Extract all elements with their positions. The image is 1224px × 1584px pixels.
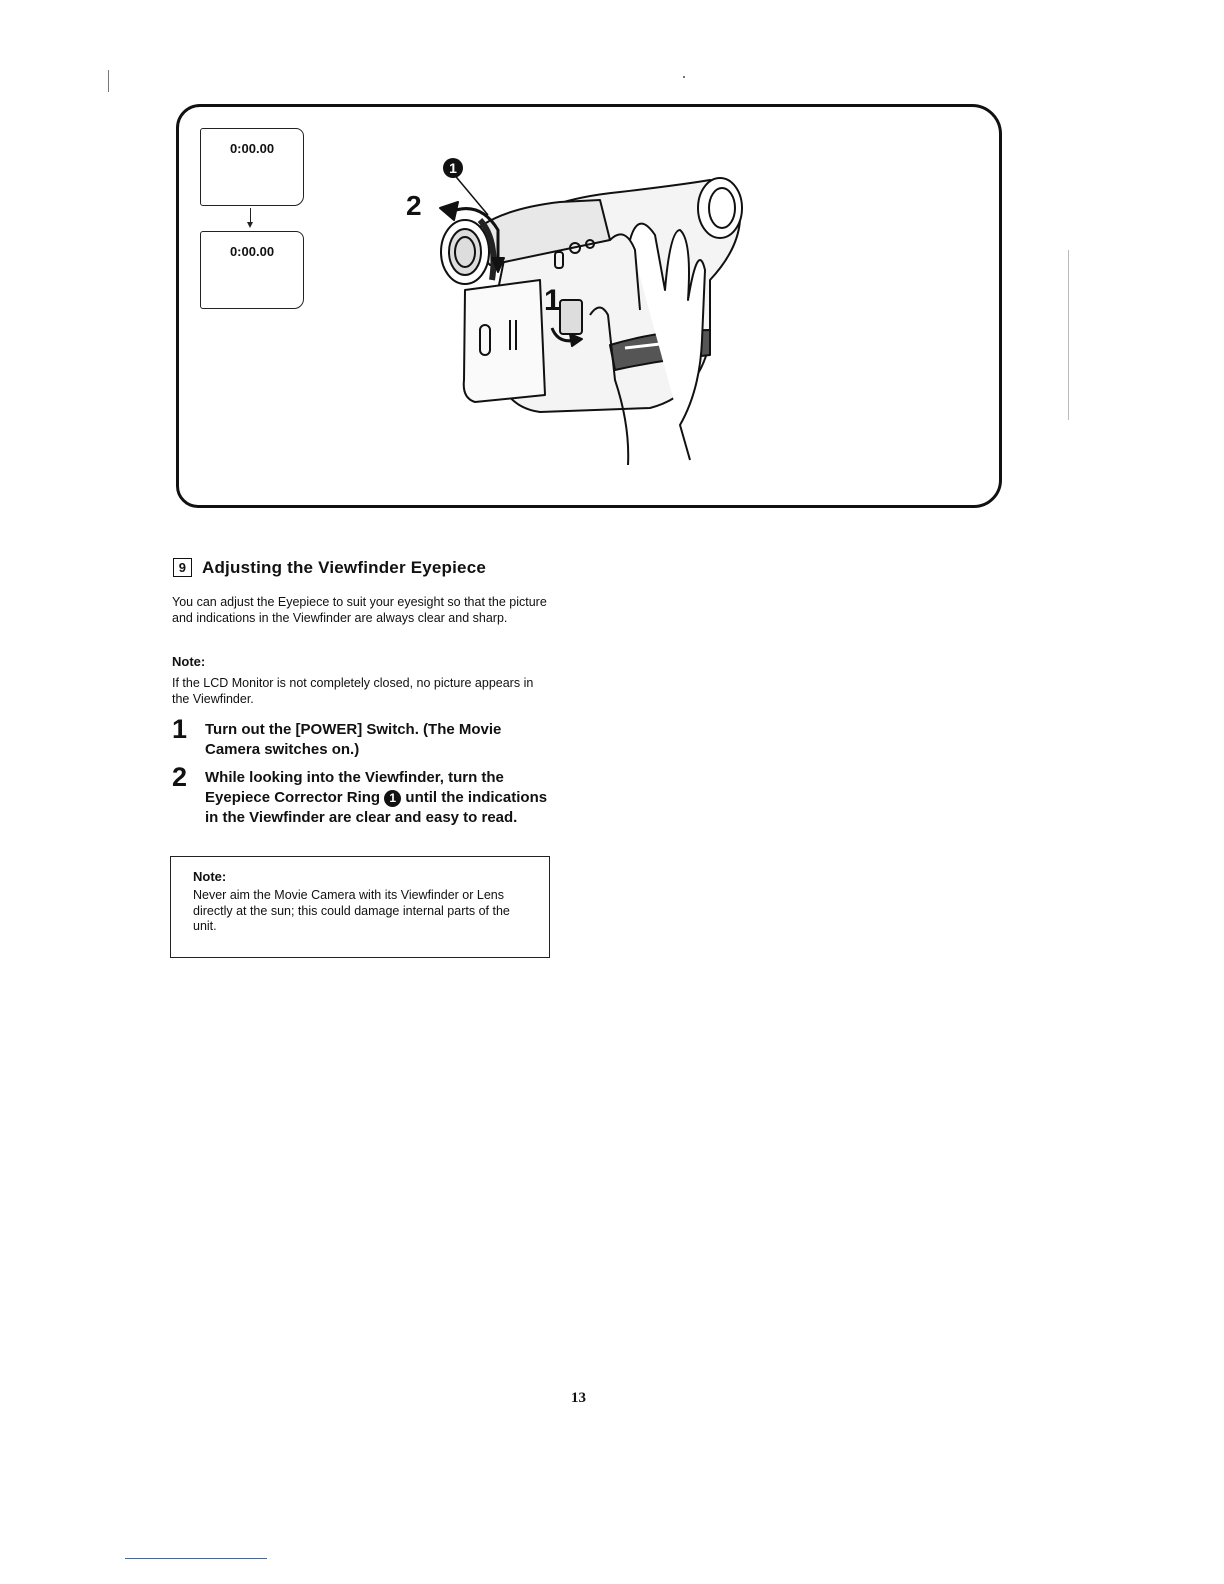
note-text: If the LCD Monitor is not completely closed, no picture appears in the Viewfinder. [172, 676, 534, 706]
intro-paragraph: You can adjust the Eyepiece to suit your eyesight so that the picture and indications in the Viewfinder are always clear and sharp. [172, 595, 547, 625]
viewfinder-time-before: 0:00.00 [229, 141, 275, 156]
callout-step-2: 2 [406, 190, 422, 221]
step-number: 1 [172, 714, 188, 744]
step-text [205, 768, 550, 828]
viewfinder-display-before [200, 128, 304, 206]
viewfinder-display-after [200, 231, 304, 309]
step-number: 2 [172, 762, 188, 792]
section-number: 9 [173, 558, 192, 577]
bottom-rule [125, 1558, 267, 1559]
page-number: 13 [571, 1390, 586, 1406]
scan-speck [108, 70, 109, 92]
viewfinder-time-after: 0:00.00 [229, 244, 275, 259]
camcorder-illustration [380, 140, 780, 470]
ring-marker-1: 1 [443, 158, 463, 178]
scan-speck [683, 76, 685, 78]
note-label: Note: [172, 654, 206, 669]
callout-step-1: 1 [544, 284, 561, 317]
caution-text: Never aim the Movie Camera with its Viewfinder or Lens directly at the sun; this could damage internal parts of the unit. [193, 888, 510, 933]
caution-box [170, 856, 550, 958]
scan-speck [1068, 250, 1069, 420]
down-arrow-icon [250, 208, 251, 226]
section-heading [173, 558, 486, 578]
ring-marker-inline: 1 [384, 790, 401, 807]
step-text: Turn out the [POWER] Switch. (The Movie Camera switches on.) [205, 721, 502, 758]
caution-label: Note: [193, 869, 227, 884]
step-text-after: until the indications in the Viewfinder are clear and easy to read. [205, 789, 548, 826]
step-text-before: While looking into the Viewfinder, turn the Eyepiece Corrector Ring [205, 769, 504, 806]
section-title: Adjusting the Viewfinder Eyepiece [202, 558, 487, 577]
